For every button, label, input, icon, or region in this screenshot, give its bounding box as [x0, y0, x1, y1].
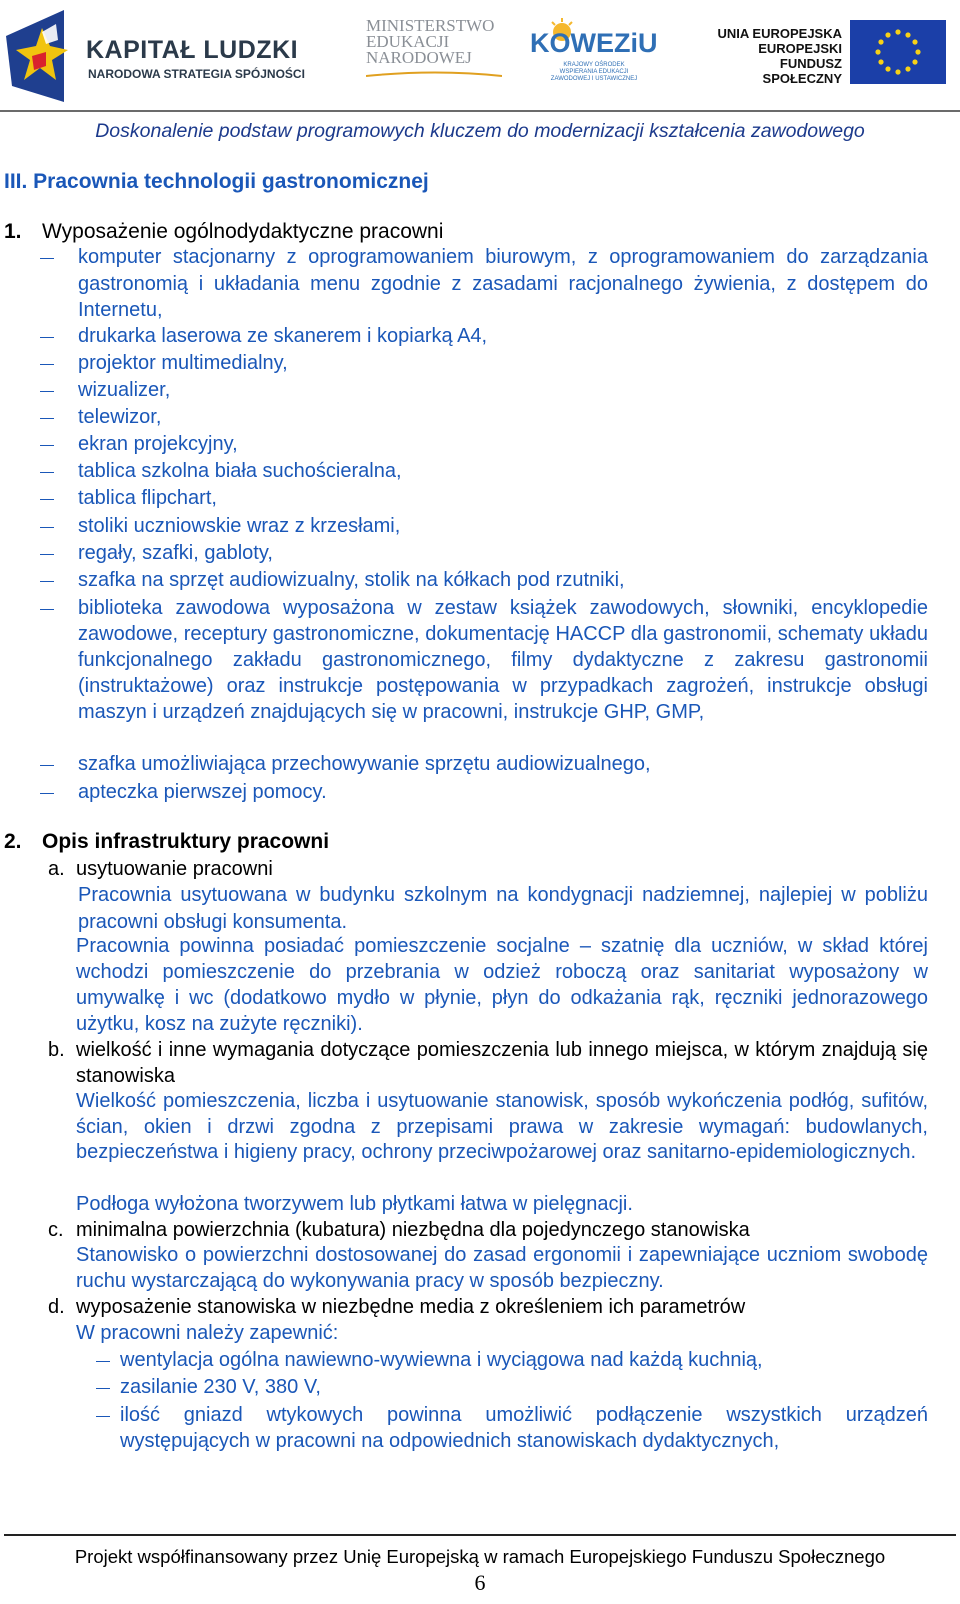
- list-bullet: [40, 418, 54, 419]
- list-item: szafka na sprzęt audiowizualny, stolik na kółkach pod rzutniki,: [78, 569, 625, 591]
- list-bullet: [40, 765, 54, 766]
- subsection-b-paragraph-1: Wielkość pomieszczenia, liczba i usytuowanie stanowisk, sposób wykończenia podłóg, sufitów, ścian, okien i drzwi zgodna z przepisami prawa w zakresie wymagań: budowlanych, bezpieczeństwa i higieny pracy, ochrony przeciwpożarowej oraz sanitarno-epidemiologicznych.: [76, 1090, 928, 1163]
- subsection-a-paragraph-2: Pracownia powinna posiadać pomieszczenie socjalne – szatnię dla uczniów, w skład której wchodzi pomieszczenie do przebrania w odzież roboczą oraz sanitariat wyposażony w umywalkę i wc (dodatkowo mydło w płynie, płyn do odkażania rąk, ręczniki jednorazowego użytku, kosz na zużyte ręczniki).: [76, 935, 928, 1035]
- part2-number: 2.: [4, 830, 22, 853]
- list-bullet: [96, 1361, 110, 1362]
- footer-text: Projekt współfinansowany przez Unię Europejską w ramach Europejskiego Funduszu Społecznego: [74, 1546, 886, 1567]
- list-bullet: [40, 364, 54, 365]
- part2-heading: Opis infrastruktury pracowni: [42, 830, 330, 853]
- eu-efs-text: [706, 26, 842, 86]
- ministry-line-1: MINISTERSTWO: [366, 16, 495, 35]
- page-number: 6: [474, 1570, 486, 1595]
- list-bullet: [40, 391, 54, 392]
- subsection-b-paragraph-2: Podłoga wyłożona tworzywem lub płytkami łatwa w pielęgnacji.: [76, 1193, 633, 1215]
- list-bullet: [96, 1416, 110, 1417]
- list-item: projektor multimedialny,: [78, 352, 288, 374]
- list-bullet: [40, 554, 54, 555]
- subsection-a-heading: usytuowanie pracowni: [76, 858, 273, 880]
- list-item: wizualizer,: [78, 379, 171, 401]
- subsection-d-label: d.: [48, 1296, 65, 1318]
- list-item: ekran projekcyjny,: [78, 433, 238, 455]
- kowezu-name: KOWEZiU: [530, 28, 658, 58]
- list-bullet: [96, 1388, 110, 1389]
- ministry-logo: [366, 18, 506, 82]
- part1-heading: Wyposażenie ogólnodydaktyczne pracowni: [42, 220, 444, 243]
- list-item: ilość gniazd wtykowych powinna umożliwić podłączenie wszystkich urządzeń występujących w pracowni na odpowiednich stanowiskach dydaktycznych,: [120, 1404, 928, 1452]
- header-divider: [0, 110, 960, 112]
- list-item: stoliki uczniowskie wraz z krzesłami,: [78, 515, 401, 537]
- kowezu-subtitle: KRAJOWY OŚRODEK WSPIERANIA EDUKACJI ZAWODOWEJ I USTAWICZNEJ: [550, 62, 638, 82]
- list-item: drukarka laserowa ze skanerem i kopiarką A4,: [78, 325, 488, 347]
- subsection-b-label: b.: [48, 1039, 65, 1061]
- part1-number: 1.: [4, 220, 22, 243]
- list-bullet: [40, 258, 54, 259]
- list-item: komputer stacjonarny z oprogramowaniem biurowym, z oprogramowaniem do zarządzania gastronomią i układania menu zgodnie z zasadami racjonalnego żywienia, z dostępem do Internetu,: [78, 246, 928, 321]
- list-item: telewizor,: [78, 406, 162, 428]
- subsection-c-label: c.: [48, 1219, 64, 1241]
- subsection-c-heading: minimalna powierzchnia (kubatura) niezbędna dla pojedynczego stanowiska: [76, 1219, 750, 1241]
- kapital-ludzki-subtitle: NARODOWA STRATEGIA SPÓJNOŚCI: [88, 67, 305, 81]
- ministry-line-2: EDUKACJI: [366, 32, 450, 51]
- list-item: wentylacja ogólna nawiewno-wywiewna i wyciągowa nad każdą kuchnią,: [120, 1349, 763, 1371]
- list-bullet: [40, 499, 54, 500]
- document-subtitle: Doskonalenie podstaw programowych kluczem do modernizacji kształcenia zawodowego: [95, 120, 865, 142]
- list-item: tablica flipchart,: [78, 487, 217, 509]
- list-item: zasilanie 230 V, 380 V,: [120, 1376, 321, 1398]
- list-item: biblioteka zawodowa wyposażona w zestaw książek zawodowych, słowniki, encyklopedie zawodowe, receptury gastronomiczne, dokumentację HACCP dla gastronomii, schematy układu funkcjonalnego zakładu gastronomicznego, filmy dydaktyczne z zakresu gastronomii (instruktażowe) oraz instrukcje postępowania w przypadkach zagrożeń, instrukcje obsługi maszyn i urządzeń znajdujących się w pracowni, instrukcje GHP, GMP,: [78, 597, 928, 723]
- list-item: szafka umożliwiająca przechowywanie sprzętu audiowizualnego,: [78, 753, 651, 775]
- list-bullet: [40, 527, 54, 528]
- subsection-a-paragraph-1: Pracownia usytuowana w budynku szkolnym na kondygnacji nadziemnej, najlepiej w pobliżu pracowni obsługi konsumenta.: [78, 884, 928, 933]
- subsection-d-paragraph-1: W pracowni należy zapewnić:: [76, 1322, 339, 1344]
- footer-divider: [4, 1534, 956, 1536]
- section-title: III. Pracownia technologii gastronomicznej: [4, 170, 429, 193]
- list-item: tablica szkolna biała suchościeralna,: [78, 460, 402, 482]
- subsection-d-heading: wyposażenie stanowiska w niezbędne media z określeniem ich parametrów: [76, 1296, 746, 1318]
- list-bullet: [40, 793, 54, 794]
- eu-line-3: FUNDUSZ SPOŁECZNY: [762, 56, 842, 86]
- eu-line-1: UNIA EUROPEJSKA: [717, 26, 842, 41]
- subsection-a-label: a.: [48, 858, 65, 880]
- list-bullet: [40, 445, 54, 446]
- subsection-b-heading: wielkość i inne wymagania dotyczące pomieszczenia lub innego miejsca, w którym znajdują się stanowiska: [76, 1039, 928, 1087]
- list-bullet: [40, 609, 54, 610]
- list-item: regały, szafki, gabloty,: [78, 542, 273, 564]
- list-bullet: [40, 581, 54, 582]
- eu-flag-icon: [850, 20, 946, 84]
- list-bullet: [40, 337, 54, 338]
- eu-line-2: EUROPEJSKI: [758, 41, 842, 56]
- kapital-ludzki-title: KAPITAŁ LUDZKI: [86, 36, 299, 64]
- list-bullet: [40, 472, 54, 473]
- list-item: apteczka pierwszej pomocy.: [78, 781, 327, 803]
- ministry-line-3: NARODOWEJ: [366, 48, 472, 67]
- subsection-c-paragraph-1: Stanowisko o powierzchni dostosowanej do zasad ergonomii i zapewniające uczniom swobodę ruchu wystarczającą do wykonywania pracy w sposób bezpieczny.: [76, 1244, 928, 1292]
- ministry-underline-icon: [366, 71, 502, 79]
